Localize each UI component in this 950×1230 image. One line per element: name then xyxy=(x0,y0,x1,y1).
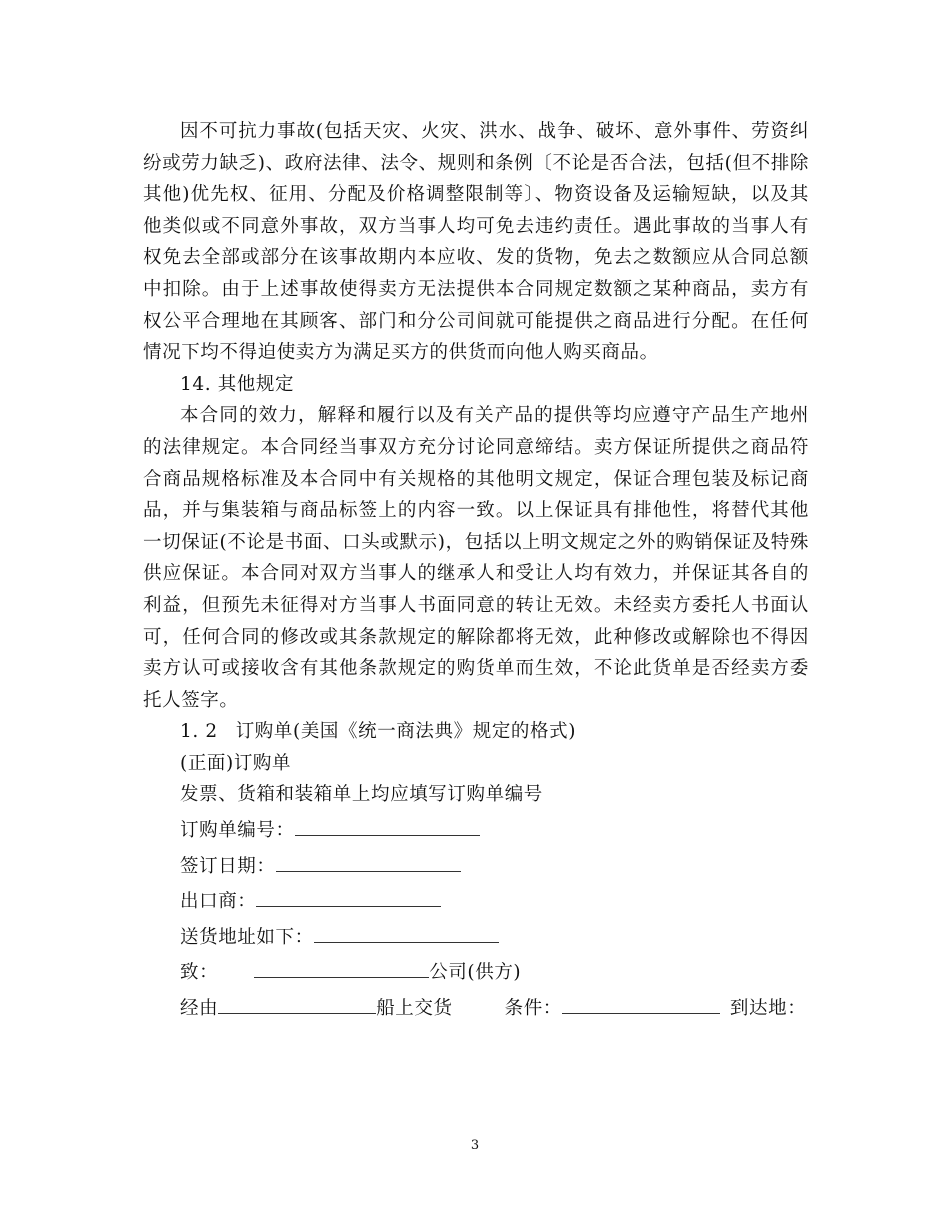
sign-date-row xyxy=(143,851,809,883)
via-label: 经由 xyxy=(180,998,219,1020)
exporter-label: 出口商： xyxy=(180,891,257,913)
sign-date-blank[interactable] xyxy=(276,851,461,872)
ship-to-row xyxy=(143,922,809,954)
exporter-row xyxy=(143,886,809,918)
section-heading-other-provisions: 14. 其他规定 xyxy=(180,373,295,395)
ship-to-label: 送货地址如下： xyxy=(180,926,314,948)
section-title: 订购单(美国《统一商法典》规定的格式) xyxy=(235,721,577,743)
section-number: 1. 2 xyxy=(180,721,218,743)
via-blank[interactable] xyxy=(218,993,376,1014)
page-number: 3 xyxy=(470,1138,480,1153)
order-number-row xyxy=(143,815,809,847)
sign-date-label: 签订日期： xyxy=(180,855,276,877)
terms-blank[interactable] xyxy=(562,993,720,1014)
exporter-blank[interactable] xyxy=(256,886,441,907)
force-majeure-paragraph: 因不可抗力事故(包括天灾、火灾、洪水、战争、破坏、意外事件、劳资纠纷或劳力缺乏)、政府法律、法令、规则和条例〔不论是否合法，包括(但不排除其他)优先权、征用、分配及价格调整限制等〕、物资设备及运输短缺，以及其他类似或不同意外事故，双方当事人均可免去违约责任。遇此事故的当事人有权免去全部或部分在该事故期内本应收、发的货物，免去之数额应从合同总额中扣除。由于上述事故使得卖方无法提供本合同规定数额之某种商品，卖方有权公平合理地在其顾客、部门和分公司间就可能提供之商品进行分配。在任何情况下均不得迫使卖方为满足买方的供货而向他人购买商品。 xyxy=(143,121,809,364)
fob-label: 船上交货 xyxy=(376,998,453,1020)
other-provisions-paragraph: 本合同的效力，解释和履行以及有关产品的提供等均应遵守产品生产地州的法律规定。本合同经当事双方充分讨论同意缔结。卖方保证所提供之商品符合商品规格标准及本合同中有关规格的其他明文规定，保证合理包装及标记商品，并与集装箱与商品标签上的内容一致。以上保证具有排他性，将替代其他一切保证(不论是书面、口头或默示)，包括以上明文规定之外的购销保证及特殊供应保证。本合同对双方当事人的继承人和受让人均有效力，并保证其各自的利益，但预先未征得对方当事人书面同意的转让无效。未经卖方委托人书面认可，任何合同的修改或其条款规定的解除都将无效，此种修改或解除也不得因卖方认可或接收含有其他条款规定的购货单而生效，不论此货单是否经卖方委托人签字。 xyxy=(143,405,809,711)
to-label: 致： xyxy=(180,962,219,984)
supplier-company-blank[interactable] xyxy=(254,957,429,978)
terms-label: 条件： xyxy=(504,998,562,1020)
section-heading-order-form xyxy=(143,716,809,748)
order-number-label: 订购单编号： xyxy=(180,820,295,842)
document-body xyxy=(143,116,809,1025)
form-title: (正面)订购单 xyxy=(180,752,292,774)
shipping-row xyxy=(143,993,809,1025)
to-row xyxy=(143,957,809,989)
destination-label: 到达地： xyxy=(729,998,807,1020)
form-note: 发票、货箱和装箱单上均应填写订购单编号 xyxy=(180,784,543,806)
ship-to-blank[interactable] xyxy=(314,922,499,943)
order-number-blank[interactable] xyxy=(295,815,480,836)
company-suffix: 公司(供方) xyxy=(429,962,522,984)
